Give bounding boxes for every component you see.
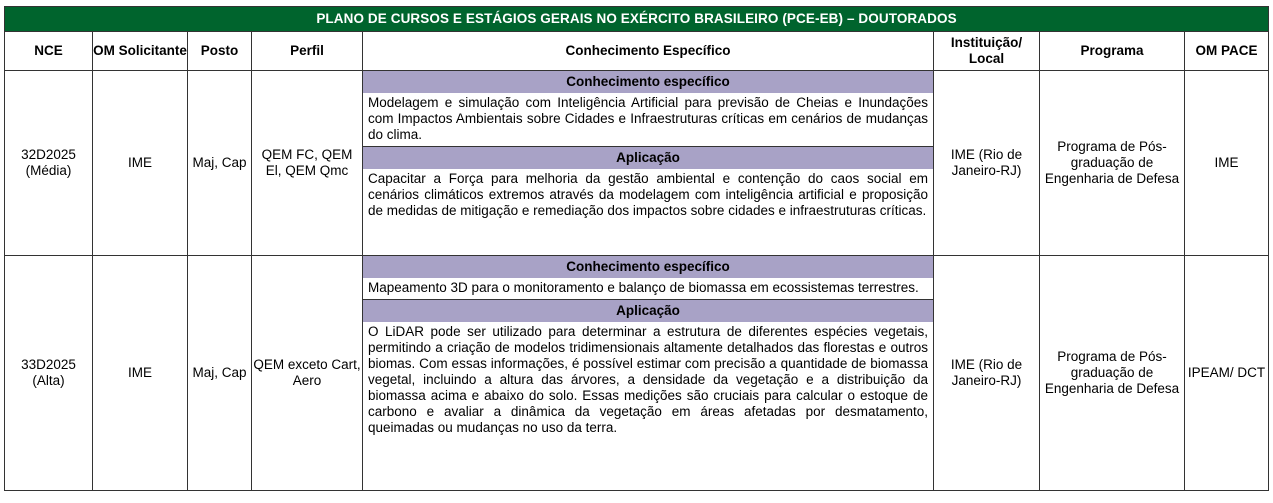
cell-perfil: QEM exceto Cart, Aero: [252, 256, 363, 491]
table-row: [5, 256, 1269, 491]
conhecimento-text: Modelagem e simulação com Inteligência Artificial para previsão de Cheias e Inundações com Impactos Ambientais sobre Cidades e Infraestruturas críticas em cenários de mudanças do clima.: [368, 95, 928, 142]
cell-om-solicitante: IME: [93, 256, 188, 491]
cell-posto: Maj, Cap: [188, 71, 252, 256]
cell-posto: Maj, Cap: [188, 256, 252, 491]
knowledge-subtable: [363, 71, 933, 222]
subheader-conhecimento: Conhecimento específico: [363, 71, 933, 93]
cell-om-pace: IME: [1185, 71, 1269, 256]
header-nce: NCE: [5, 32, 93, 71]
cell-instituicao: IME (Rio de Janeiro-RJ): [934, 256, 1040, 491]
conhecimento-text: Mapeamento 3D para o monitoramento e balanço de biomassa em ecossistemas terrestres.: [368, 280, 919, 295]
cell-conhecimento: [363, 71, 934, 256]
subheader-aplicacao: Aplicação: [363, 300, 933, 323]
subheader-aplicacao: Aplicação: [363, 147, 933, 170]
cell-nce: 33D2025 (Alta): [5, 256, 93, 491]
cell-instituicao: IME (Rio de Janeiro-RJ): [934, 71, 1040, 256]
cell-nce: 32D2025 (Média): [5, 71, 93, 256]
cell-programa: Programa de Pós-graduação de Engenharia de Defesa: [1040, 71, 1185, 256]
header-om-pace: OM PACE: [1185, 32, 1269, 71]
header-programa: Programa: [1040, 32, 1185, 71]
cell-om-solicitante: IME: [93, 71, 188, 256]
table-row: [5, 71, 1269, 256]
header-instituicao: Instituição/ Local: [934, 32, 1040, 71]
cell-programa: Programa de Pós-graduação de Engenharia de Defesa: [1040, 256, 1185, 491]
cell-conhecimento: [363, 256, 934, 491]
aplicacao-text: O LiDAR pode ser utilizado para determinar a estrutura de diferentes espécies vegetais, permitindo a criação de modelos tridimensionais altamente detalhados das florestas e outros biomas. Com essas informações, é possível estimar com precisão a quantidade de biomassa vegetal, incluindo a altura das árvores, a densidade da vegetação e a distribuição da biomassa acima e abaixo do solo. Essas medições são cruciais para calcular o estoque de carbono e avaliar a dinâmica da vegetação em áreas afetadas por desmatamento, queimadas ou mudanças no uso da terra.: [368, 324, 928, 435]
table-title: PLANO DE CURSOS E ESTÁGIOS GERAIS NO EXÉRCITO BRASILEIRO (PCE-EB) – DOUTORADOS: [5, 7, 1269, 32]
courses-table: [4, 6, 1269, 491]
subheader-conhecimento: Conhecimento específico: [363, 256, 933, 278]
header-posto: Posto: [188, 32, 252, 71]
cell-perfil: QEM FC, QEM El, QEM Qmc: [252, 71, 363, 256]
cell-om-pace: IPEAM/ DCT: [1185, 256, 1269, 491]
header-perfil: Perfil: [252, 32, 363, 71]
aplicacao-text: Capacitar a Força para melhoria da gestão ambiental e contenção do caos social em cenários climáticos extremos através da modelagem com inteligência artificial e proposição de medidas de mitigação e remediação dos impactos sobre cidades e infraestruturas críticas.: [368, 171, 928, 218]
knowledge-subtable: [363, 256, 933, 439]
header-om-solicitante: OM Solicitante: [93, 32, 188, 71]
header-conhecimento: Conhecimento Específico: [363, 32, 934, 71]
